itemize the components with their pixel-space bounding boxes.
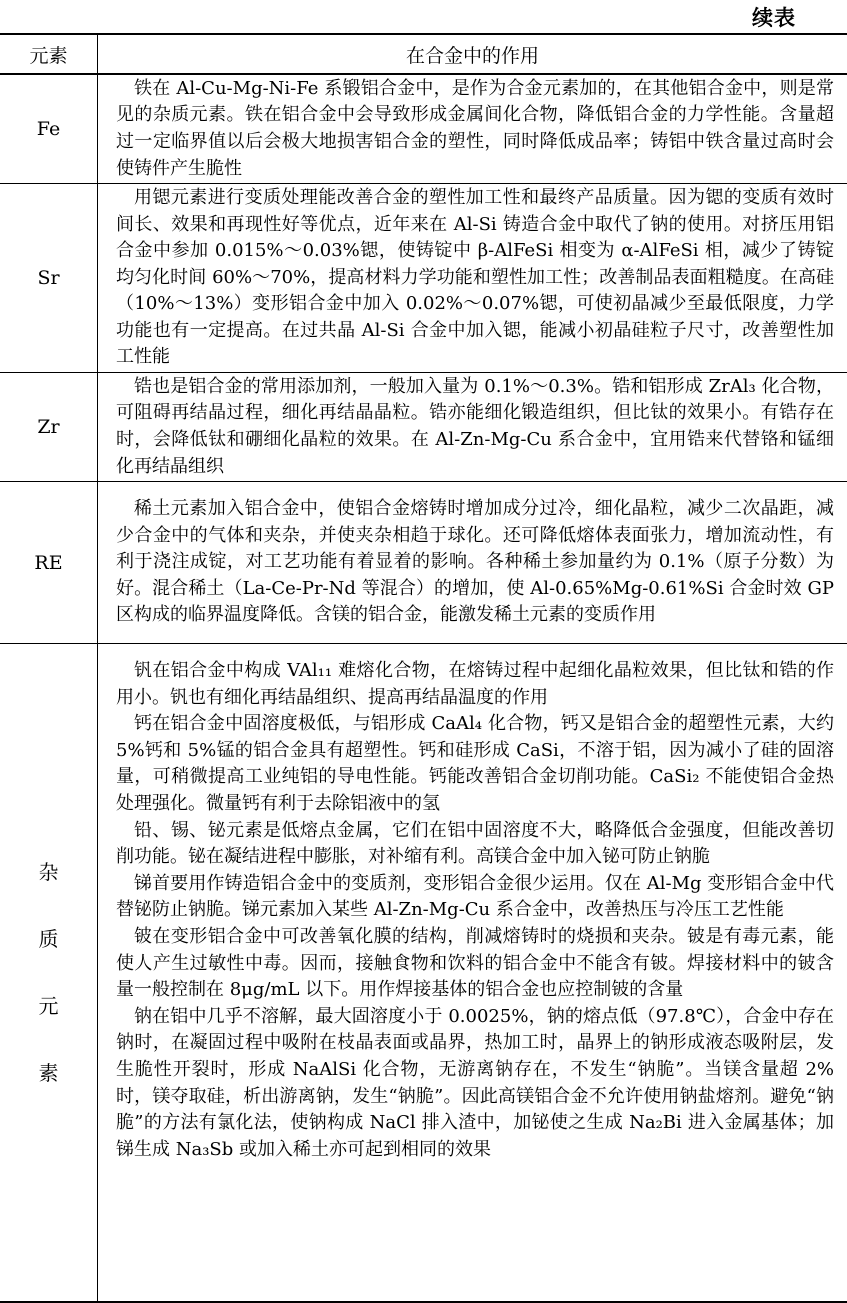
paragraph-calcium: 钙在铝合金中固溶度极低，与铝形成 CaAl₄ 化合物，钙又是铝合金的超塑性元素，大约 5%钙和 5%锰的铝合金具有超塑性。钙和硅形成 CaSi，不溶于铝，因为减小了硅的固溶量，可稍微提高工业纯铝的导电性能。钙能改善铝合金切削功能。CaSi₂ 不能使铝合金热处理强化。微量钙有利于去除铝液中的氢 (116, 711, 834, 817)
paragraph: 稀土元素加入铝合金中，使铝合金熔铸时增加成分过冷，细化晶粒，减少二次晶距，减少合金中的气体和夹杂，并使夹杂相趋于球化。还可降低熔体表面张力，增加流动性，有利于浇注成锭，对工艺功能有着显着的影响。各种稀土参加量约为 0.1%（原子分数）为好。混合稀土（La-Ce-Pr-Nd 等混合）的增加，使 Al-0.65%Mg-0.61%Si 合金时效 GP 区构成的临界温度降低。含镁的铝合金，能激发稀土元素的变质作用 (116, 496, 834, 629)
paragraph: 锆也是铝合金的常用添加剂，一般加入量为 0.1%～0.3%。锆和铝形成 ZrAl₃ 化合物，可阻碍再结晶过程，细化再结晶晶粒。锆亦能细化锻造组织，但比钛的效果小。有锆存在时，会降低钛和硼细化晶粒的效果。在 Al-Zn-Mg-Cu 系合金中，宜用锆来代替铬和锰细化再结晶组织 (116, 374, 834, 480)
paragraph-vanadium: 钒在铝合金中构成 VAl₁₁ 难熔化合物，在熔铸过程中起细化晶粒效果，但比钛和锆的作用小。钒也有细化再结晶组织、提高再结晶温度的作用 (116, 658, 834, 711)
paragraph-beryllium: 铍在变形铝合金中可改善氧化膜的结构，削减熔铸时的烧损和夹杂。铍是有毒元素，能使人产生过敏性中毒。因而，接触食物和饮料的铝合金中不能含有铍。焊接材料中的铍含量一般控制在 8μg/mL 以下。用作焊接基体的铝合金也应控制铍的含量 (116, 924, 834, 1004)
alloy-elements-table (0, 33, 847, 1303)
header-element: 元素 (0, 34, 98, 74)
paragraph-antimony: 锑首要用作铸造铝合金中的变质剂，变形铝合金很少运用。仅在 Al-Mg 变形铝合金中代替铋防止钠脆。锑元素加入某些 Al-Zn-Mg-Cu 系合金中，改善热压与冷压工艺性能 (116, 871, 834, 924)
paragraph: 铁在 Al-Cu-Mg-Ni-Fe 系锻铝合金中，是作为合金元素加的，在其他铝合金中，则是常见的杂质元素。铁在铝合金中会导致形成金属间化合物，降低铝合金的力学性能。含量超过一定临界值以后会极大地损害铝合金的塑性，同时降低成品率；铸铝中铁含量过高时会使铸件产生脆性 (116, 76, 834, 182)
element-impurity-char: 素 (0, 1040, 97, 1107)
element-re: RE (0, 482, 98, 644)
element-sr: Sr (0, 184, 98, 373)
description-re (98, 482, 847, 644)
table-row-re (0, 482, 847, 644)
element-impurity-char: 质 (0, 906, 97, 973)
description-impurity (98, 644, 847, 1303)
table-row-impurity (0, 644, 847, 1303)
element-impurity-char: 杂 (0, 839, 97, 906)
paragraph-lead-tin-bismuth: 铅、锡、铋元素是低熔点金属，它们在铝中固溶度不大，略降低合金强度，但能改善切削功能。铋在凝结进程中膨胀，对补缩有利。高镁合金中加入铋可防止钠脆 (116, 818, 834, 871)
table-row-sr (0, 184, 847, 373)
paragraph: 用锶元素进行变质处理能改善合金的塑性加工性和最终产品质量。因为锶的变质有效时间长、效果和再现性好等优点，近年来在 Al-Si 铸造合金中取代了钠的使用。对挤压用铝合金中参加 0.015%～0.03%锶，使铸锭中 β-AlFeSi 相变为 α-AlFeSi 相，减少了铸锭均匀化时间 60%～70%，提高材料力学功能和塑性加工性；改善制品表面粗糙度。在高硅（10%～13%）变形铝合金中加入 0.02%～0.07%锶，可使初晶减少至最低限度，力学功能也有一定提高。在过共晶 Al-Si 合金中加入锶，能减小初晶硅粒子尺寸，改善塑性加工性能 (116, 185, 834, 371)
element-impurity (0, 644, 98, 1303)
description-zr (98, 373, 847, 482)
table-row-zr (0, 373, 847, 482)
table-header-row (0, 34, 847, 74)
element-fe: Fe (0, 74, 98, 184)
table-continued-caption: 续表 (752, 2, 832, 32)
header-role: 在合金中的作用 (98, 34, 847, 74)
element-zr: Zr (0, 373, 98, 482)
paragraph-sodium: 钠在铝中几乎不溶解，最大固溶度小于 0.0025%，钠的熔点低（97.8℃），合金中存在钠时，在凝固过程中吸附在枝晶表面或晶界，热加工时，晶界上的钠形成液态吸附层，发生脆性开裂时，形成 NaAlSi 化合物，无游离钠存在，不发生“钠脆”。当镁含量超 2%时，镁夺取硅，析出游离钠，发生“钠脆”。因此高镁铝合金不允许使用钠盐熔剂。避免“钠脆”的方法有氯化法，使钠构成 NaCl 排入渣中，加铋使之生成 Na₂Bi 进入金属基体；加锑生成 Na₃Sb 或加入稀土亦可起到相同的效果 (116, 1004, 834, 1164)
table-row-fe (0, 74, 847, 184)
description-sr (98, 184, 847, 373)
description-fe (98, 74, 847, 184)
element-impurity-char: 元 (0, 973, 97, 1040)
